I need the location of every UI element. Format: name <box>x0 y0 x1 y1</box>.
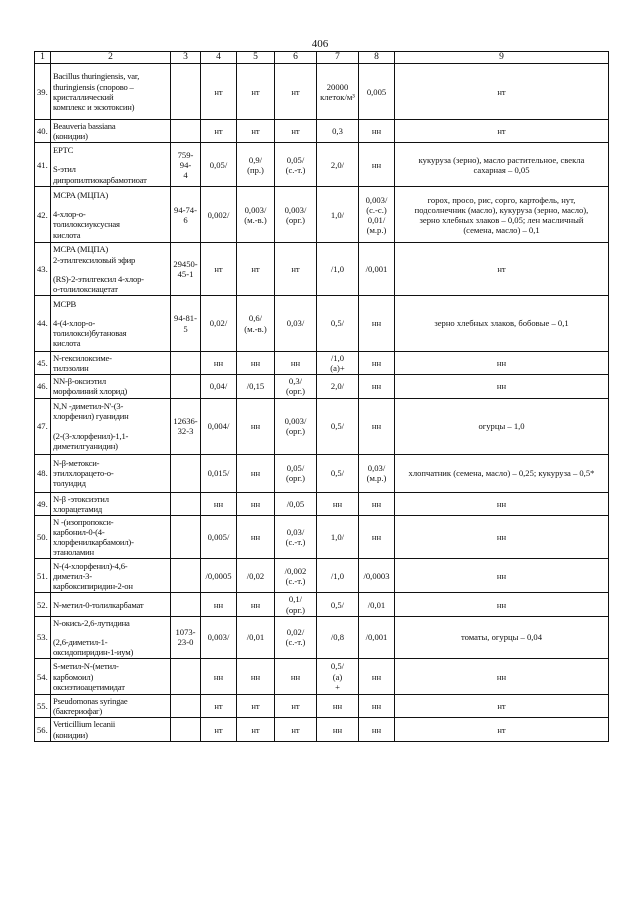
value-col-6: 0,02/ (с.-т.) <box>275 616 317 658</box>
substance-name-line: этилхлорацето-о- <box>53 468 114 479</box>
value-col-5: нн <box>237 593 275 616</box>
value-col-8: нн <box>359 120 395 143</box>
crop-residue-note: огурцы – 1,0 <box>395 398 609 454</box>
value-col-4: 0,002/ <box>201 187 237 243</box>
value-col-8: нн <box>359 352 395 375</box>
table-row <box>35 593 609 616</box>
value-col-7: 2,0/ <box>317 375 359 398</box>
value-col-8: 0,005 <box>359 64 395 120</box>
row-number: 39. <box>35 64 51 120</box>
value-col-7: 0,5/ <box>317 593 359 616</box>
crop-residue-note: кукуруза (зерно), масло растительное, свекла сахарная – 0,05 <box>395 143 609 187</box>
cas-number: 29450- 45-1 <box>171 243 201 296</box>
crop-residue-note: нн <box>395 593 609 616</box>
value-col-4: 0,003/ <box>201 616 237 658</box>
value-col-4: нн <box>201 593 237 616</box>
substance-name-line: N,N -диметил-N'-(3- <box>53 401 124 412</box>
substance-name-line: тилэзолин <box>53 363 89 374</box>
substance-name <box>51 492 171 515</box>
substance-name-line: N-(4-хлорфенил)-4,6- <box>53 560 128 571</box>
value-col-5: /0,01 <box>237 616 275 658</box>
value-col-4: /0,0005 <box>201 559 237 593</box>
value-col-5: нт <box>237 120 275 143</box>
row-number: 48. <box>35 454 51 492</box>
table-row <box>35 616 609 658</box>
table-row <box>35 492 609 515</box>
substance-name <box>51 616 171 658</box>
value-col-7: 0,5/ (а) + <box>317 659 359 695</box>
row-number: 42. <box>35 187 51 243</box>
cas-number <box>171 695 201 718</box>
substance-name <box>51 398 171 454</box>
value-col-4: 0,02/ <box>201 296 237 352</box>
substance-name-line: карбоксипиридин-2-он <box>53 581 133 592</box>
cas-number <box>171 718 201 741</box>
substance-name <box>51 454 171 492</box>
value-col-7: /1,0 <box>317 559 359 593</box>
substance-name <box>51 375 171 398</box>
cas-number <box>171 375 201 398</box>
substance-name-line: хлорфенилкарбамоил)- <box>53 537 134 548</box>
crop-residue-note: нн <box>395 659 609 695</box>
value-col-6: нт <box>275 695 317 718</box>
cas-number <box>171 559 201 593</box>
substance-name-line: комплекс и экзотоксин) <box>53 101 135 112</box>
header-col-6: 6 <box>275 52 317 64</box>
crop-residue-note: горох, просо, рис, сорго, картофель, нут, подсолнечник (масло), кукуруза (зерно, масло), зерно хлебных злаков – 0,05; лен масличный (семена, масло) – 0,1 <box>395 187 609 243</box>
substance-name-line: толилоксиуксусная <box>53 219 120 230</box>
crop-residue-note: нн <box>395 492 609 515</box>
row-number: 55. <box>35 695 51 718</box>
cas-number: 12636- 32-3 <box>171 398 201 454</box>
crop-residue-note: нт <box>395 695 609 718</box>
header-col-1: 1 <box>35 52 51 64</box>
cas-number: 1073- 23-0 <box>171 616 201 658</box>
header-col-7: 7 <box>317 52 359 64</box>
substance-name <box>51 695 171 718</box>
substance-name <box>51 120 171 143</box>
substance-name-line: Verticillium lecanii <box>53 719 116 730</box>
value-col-7: 0,5/ <box>317 398 359 454</box>
cas-number <box>171 515 201 559</box>
value-col-7: 0,3 <box>317 120 359 143</box>
substance-name <box>51 559 171 593</box>
value-col-6: нт <box>275 64 317 120</box>
value-col-7: нн <box>317 718 359 741</box>
row-number: 46. <box>35 375 51 398</box>
substance-name-line <box>53 628 168 637</box>
substance-name-line <box>53 200 168 209</box>
value-col-6: нт <box>275 718 317 741</box>
substance-name-line: диметилгуанидин) <box>53 440 118 451</box>
substance-name-line: о-толилоксиацетат <box>53 283 118 294</box>
value-col-6: 0,05/ (с.-т.) <box>275 143 317 187</box>
row-number: 44. <box>35 296 51 352</box>
value-col-6: /0,002 (с.-т.) <box>275 559 317 593</box>
substance-name-line: (бактериофаг) <box>53 706 103 717</box>
row-number: 56. <box>35 718 51 741</box>
substance-name-line: EPTC <box>53 145 74 156</box>
value-col-6: нт <box>275 243 317 296</box>
cas-number <box>171 352 201 375</box>
substance-name-line: (конидии) <box>53 131 88 142</box>
row-number: 40. <box>35 120 51 143</box>
value-col-8: нн <box>359 398 395 454</box>
crop-residue-note: нт <box>395 718 609 741</box>
table-row <box>35 659 609 695</box>
value-col-5: нт <box>237 64 275 120</box>
value-col-8: /0,0003 <box>359 559 395 593</box>
table-row <box>35 352 609 375</box>
row-number: 52. <box>35 593 51 616</box>
value-col-5: нт <box>237 243 275 296</box>
table-row <box>35 187 609 243</box>
value-col-5: нн <box>237 659 275 695</box>
crop-residue-note: нн <box>395 559 609 593</box>
substance-name-line: N-β-метокси- <box>53 457 100 468</box>
value-col-6: 0,003/ (орг.) <box>275 398 317 454</box>
value-col-5: нт <box>237 695 275 718</box>
substance-name-line: N-окись-2,6-лутидина <box>53 617 130 628</box>
row-number: 45. <box>35 352 51 375</box>
table-row <box>35 120 609 143</box>
value-col-8: /0,001 <box>359 243 395 296</box>
value-col-6: 0,03/ <box>275 296 317 352</box>
value-col-8: 0,003/ (с.-с.) 0,01/ (м.р.) <box>359 187 395 243</box>
substance-name <box>51 515 171 559</box>
row-number: 43. <box>35 243 51 296</box>
value-col-8: нн <box>359 296 395 352</box>
value-col-6: нт <box>275 120 317 143</box>
table-row <box>35 143 609 187</box>
value-col-7: нн <box>317 492 359 515</box>
row-number: 41. <box>35 143 51 187</box>
table-row <box>35 718 609 741</box>
value-col-8: 0,03/ (м.р.) <box>359 454 395 492</box>
table-row <box>35 398 609 454</box>
row-number: 49. <box>35 492 51 515</box>
value-col-4: нт <box>201 64 237 120</box>
value-col-7: /1,0 (а)+ <box>317 352 359 375</box>
table-header-row <box>35 52 609 64</box>
substance-name-line <box>53 422 168 431</box>
value-col-7: 0,5/ <box>317 296 359 352</box>
value-col-7: 1,0/ <box>317 187 359 243</box>
substance-name-line: (2,6-диметил-1- <box>53 636 108 647</box>
value-col-5: нн <box>237 515 275 559</box>
crop-residue-note: нн <box>395 375 609 398</box>
crop-residue-note: нт <box>395 64 609 120</box>
header-col-4: 4 <box>201 52 237 64</box>
value-col-7: 20000 клеток/м³ <box>317 64 359 120</box>
substance-name-line: Beauveria bassiana <box>53 121 116 132</box>
value-col-5: 0,9/ (пр.) <box>237 143 275 187</box>
crop-residue-note: томаты, огурцы – 0,04 <box>395 616 609 658</box>
value-col-8: /0,001 <box>359 616 395 658</box>
substance-name-line: N-гексилоксиме- <box>53 353 112 364</box>
cas-number <box>171 64 201 120</box>
row-number: 54. <box>35 659 51 695</box>
row-number: 50. <box>35 515 51 559</box>
substance-name-line: N-β -этоксиэтил <box>53 493 109 504</box>
value-col-6: 0,03/ (с.-т.) <box>275 515 317 559</box>
value-col-6: 0,3/ (орг.) <box>275 375 317 398</box>
header-col-8: 8 <box>359 52 395 64</box>
substance-name-line <box>53 155 168 164</box>
cas-number <box>171 593 201 616</box>
crop-residue-note: нт <box>395 243 609 296</box>
substance-name-line: толуидид <box>53 478 86 489</box>
value-col-7: нн <box>317 695 359 718</box>
substance-name-line: (RS)-2-этилгексил 4-хлор- <box>53 273 144 284</box>
value-col-5: нн <box>237 398 275 454</box>
cas-number <box>171 454 201 492</box>
crop-residue-note: зерно хлебных злаков, бобовые – 0,1 <box>395 296 609 352</box>
value-col-4: нт <box>201 120 237 143</box>
substance-name-line: морфолиний хлорид) <box>53 386 128 397</box>
value-col-5: нт <box>237 718 275 741</box>
cas-number <box>171 120 201 143</box>
substance-name-line: карбомоил) <box>53 671 94 682</box>
substance-name-line: 4-(4-хлор-о- <box>53 317 95 328</box>
substance-name-line: этаноламин <box>53 547 94 558</box>
substance-name-line: S-метил-N-(метил- <box>53 661 119 672</box>
header-col-3: 3 <box>171 52 201 64</box>
substance-name <box>51 243 171 296</box>
substance-name <box>51 64 171 120</box>
value-col-8: нн <box>359 718 395 741</box>
substance-name-line: S-этил <box>53 164 76 175</box>
value-col-4: нн <box>201 352 237 375</box>
substance-name-line: Pseudomonas syringae <box>53 696 128 707</box>
table-row <box>35 559 609 593</box>
substance-name-line: кислота <box>53 229 81 240</box>
substance-name-line: хлорфенил) гуанидин <box>53 411 129 422</box>
substance-name-line: оксиэтиоацетимидат <box>53 681 125 692</box>
value-col-4: нт <box>201 243 237 296</box>
value-col-5: нн <box>237 352 275 375</box>
value-col-8: /0,01 <box>359 593 395 616</box>
row-number: 47. <box>35 398 51 454</box>
substance-name-line: хлорацетамид <box>53 503 103 514</box>
substance-name-line: N-метил-0-толилкарбамат <box>53 599 144 610</box>
value-col-4: нн <box>201 659 237 695</box>
value-col-5: нн <box>237 492 275 515</box>
substance-name <box>51 718 171 741</box>
value-col-4: 0,004/ <box>201 398 237 454</box>
table-row <box>35 243 609 296</box>
crop-residue-note: нт <box>395 120 609 143</box>
substance-name-line: (2-(3-хлорфенил)-1,1- <box>53 430 129 441</box>
header-col-9: 9 <box>395 52 609 64</box>
table-row <box>35 454 609 492</box>
value-col-4: 0,04/ <box>201 375 237 398</box>
value-col-4: нт <box>201 718 237 741</box>
substance-name-line: MCPB <box>53 298 77 309</box>
substance-name-line: кислота <box>53 338 81 349</box>
substance-name-line: Bacillus thuringiensis, var, <box>53 71 140 82</box>
row-number: 51. <box>35 559 51 593</box>
value-col-7: 0,5/ <box>317 454 359 492</box>
value-col-7: 2,0/ <box>317 143 359 187</box>
cas-number: 94-74-6 <box>171 187 201 243</box>
value-col-8: нн <box>359 515 395 559</box>
value-col-8: нн <box>359 659 395 695</box>
hygienic-standards-table <box>34 51 609 742</box>
cas-number <box>171 659 201 695</box>
value-col-4: нт <box>201 695 237 718</box>
value-col-8: нн <box>359 492 395 515</box>
table-row <box>35 296 609 352</box>
substance-name <box>51 143 171 187</box>
substance-name <box>51 352 171 375</box>
substance-name-line <box>53 265 168 274</box>
substance-name-line: диметил-3- <box>53 570 92 581</box>
table-row <box>35 695 609 718</box>
value-col-7: /0,8 <box>317 616 359 658</box>
substance-name <box>51 593 171 616</box>
substance-name <box>51 659 171 695</box>
substance-name-line: 2-этилгексиловый эфир <box>53 254 136 265</box>
crop-residue-note: нн <box>395 352 609 375</box>
substance-name-line <box>53 309 168 318</box>
substance-name-line: оксидопиридин-1-иум) <box>53 647 134 658</box>
table-row <box>35 64 609 120</box>
page-number: 406 <box>311 38 329 50</box>
table-body <box>35 64 609 742</box>
value-col-6: нн <box>275 352 317 375</box>
crop-residue-note: хлопчатник (семена, масло) – 0,25; кукуруза – 0,5* <box>395 454 609 492</box>
table-row <box>35 375 609 398</box>
value-col-4: нн <box>201 492 237 515</box>
value-col-5: 0,003/ (м.-в.) <box>237 187 275 243</box>
substance-name-line: N -(изопропокси- <box>53 516 114 527</box>
value-col-8: нн <box>359 143 395 187</box>
substance-name-line: NN-β-оксиэтил <box>53 376 106 387</box>
value-col-6: нн <box>275 659 317 695</box>
value-col-4: 0,005/ <box>201 515 237 559</box>
header-col-2: 2 <box>51 52 171 64</box>
value-col-7: 1,0/ <box>317 515 359 559</box>
value-col-5: /0,15 <box>237 375 275 398</box>
cas-number: 94-81-5 <box>171 296 201 352</box>
value-col-6: 0,1/ (орг.) <box>275 593 317 616</box>
substance-name-line: (конидии) <box>53 729 88 740</box>
cas-number <box>171 492 201 515</box>
substance-name-line: карбонил-0-(4- <box>53 527 105 538</box>
substance-name-line: MCPA (МЦПА) <box>53 244 109 255</box>
substance-name <box>51 296 171 352</box>
substance-name-line: MCPA (МЦПА) <box>53 190 109 201</box>
cas-number: 759-94- 4 <box>171 143 201 187</box>
crop-residue-note: нн <box>395 515 609 559</box>
substance-name-line: толилокси)бутановая <box>53 328 127 339</box>
value-col-8: нн <box>359 375 395 398</box>
value-col-8: нн <box>359 695 395 718</box>
table-row <box>35 515 609 559</box>
value-col-4: 0,05/ <box>201 143 237 187</box>
value-col-6: 0,05/ (орг.) <box>275 454 317 492</box>
value-col-4: 0,015/ <box>201 454 237 492</box>
value-col-7: /1,0 <box>317 243 359 296</box>
substance-name <box>51 187 171 243</box>
value-col-6: /0,05 <box>275 492 317 515</box>
value-col-5: нн <box>237 454 275 492</box>
substance-name-line: thuringiensis (спорово – <box>53 81 134 92</box>
value-col-6: 0,003/ (орг.) <box>275 187 317 243</box>
header-col-5: 5 <box>237 52 275 64</box>
substance-name-line: кристаллический <box>53 91 114 102</box>
value-col-5: 0,6/ (м.-в.) <box>237 296 275 352</box>
substance-name-line: дипропилтиокарбамотиоат <box>53 174 147 185</box>
value-col-5: /0,02 <box>237 559 275 593</box>
substance-name-line: 4-хлор-о- <box>53 209 86 220</box>
row-number: 53. <box>35 616 51 658</box>
